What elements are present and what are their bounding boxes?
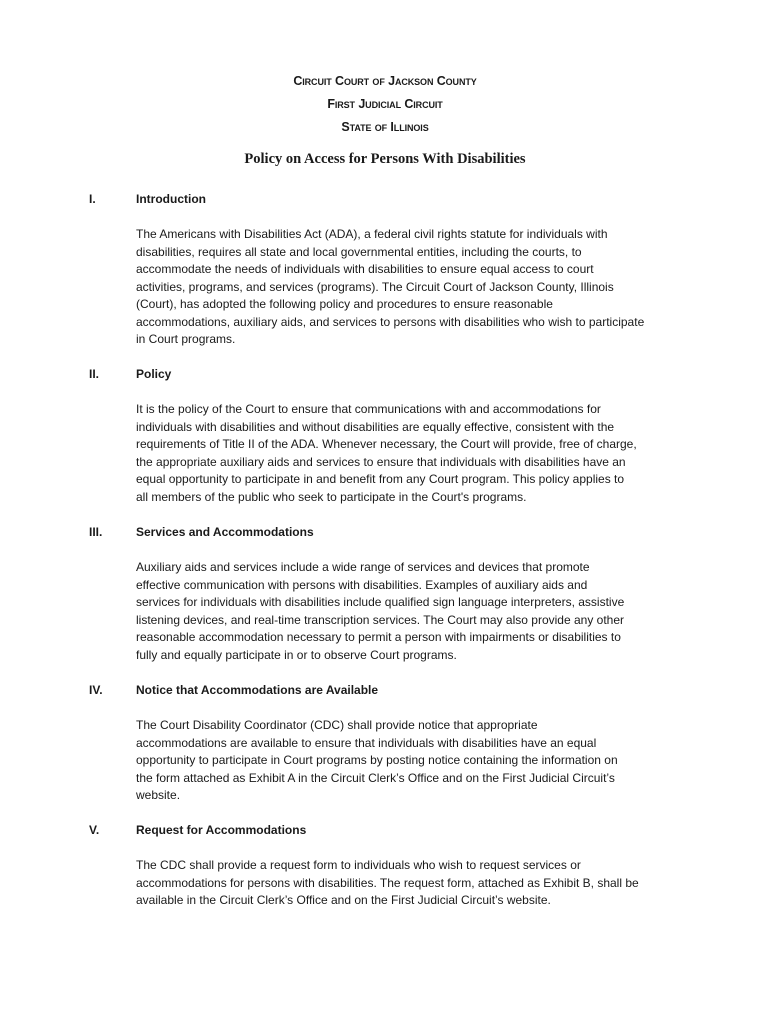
section-number: I.	[89, 192, 96, 206]
body-line: accommodations are available to ensure that individuals with disabilities have an equal	[136, 735, 597, 750]
body-line: fully and equally participate in or to observe Court programs.	[136, 647, 457, 662]
section-body	[136, 717, 686, 805]
body-line: The Americans with Disabilities Act (ADA), a federal civil rights statute for individuals with	[136, 227, 608, 241]
body-line: accommodations for persons with disabilities. The request form, attached as Exhibit B, shall be	[136, 875, 639, 890]
body-line: the form attached as Exhibit A in the Circuit Clerk’s Office and on the First Judicial Circuit’s	[136, 770, 615, 785]
body-line: the appropriate auxiliary aids and services to ensure that individuals with disabilities have an	[136, 454, 626, 469]
body-line: requirements of Title II of the ADA. Whenever necessary, the Court will provide, free of charge,	[136, 437, 637, 451]
section-heading: Request for Accommodations	[136, 823, 307, 837]
body-line: effective communication with persons with disabilities. Examples of auxiliary aids and	[136, 577, 588, 592]
body-line: in Court programs.	[136, 332, 236, 346]
section-body	[136, 857, 686, 910]
section-number: V.	[89, 823, 100, 837]
section-heading: Policy	[136, 367, 172, 381]
section-body	[136, 559, 686, 664]
judicial-circuit: First Judicial Circuit	[327, 97, 443, 111]
body-line: accommodate the needs of individuals with disabilities to ensure equal access to court	[136, 262, 594, 276]
court-name: Circuit Court of Jackson County	[293, 74, 477, 88]
body-line: Auxiliary aids and services include a wide range of services and devices that promote	[136, 560, 590, 574]
body-line: all members of the public who seek to participate in the Court's programs.	[136, 489, 527, 504]
body-line: disabilities, requires all state and local governmental entities, including the courts, to	[136, 244, 582, 259]
body-line: The Court Disability Coordinator (CDC) shall provide notice that appropriate	[136, 718, 538, 732]
policy-title: Policy on Access for Persons With Disabilities	[244, 151, 526, 167]
state-name: State of Illinois	[341, 120, 429, 134]
body-line: equal opportunity to participate in and benefit from any Court program. This policy applies to	[136, 472, 625, 486]
body-line: available in the Circuit Clerk’s Office and on the First Judicial Circuit’s website.	[136, 893, 551, 907]
body-line: reasonable accommodation necessary to permit a person with impairments or disabilities to	[136, 630, 621, 644]
body-line: opportunity to participate in Court programs by posting notice containing the information on	[136, 753, 618, 767]
section-number: II.	[89, 367, 100, 381]
section-body	[136, 401, 686, 506]
body-line: website.	[136, 788, 181, 802]
body-line: The CDC shall provide a request form to individuals who wish to request services or	[136, 858, 581, 872]
section-number: III.	[89, 525, 103, 539]
body-line: services for individuals with disabilities include qualified sign language interpreters, assistive	[136, 595, 625, 609]
body-line: listening devices, and real-time transcription services. The Court may also provide any other	[136, 612, 625, 627]
section-heading: Introduction	[136, 192, 206, 206]
document-header	[0, 70, 770, 139]
body-line: accommodations, auxiliary aids, and services to persons with disabilities who wish to participate	[136, 314, 645, 329]
body-line: individuals with disabilities and without disabilities are equally effective, consistent with the	[136, 419, 615, 434]
body-line: activities, programs, and services (programs). The Circuit Court of Jackson County, Illinois	[136, 279, 614, 294]
body-line: It is the policy of the Court to ensure that communications with and accommodations for	[136, 402, 601, 416]
section-heading: Notice that Accommodations are Available	[136, 683, 379, 697]
body-line: (Court), has adopted the following policy and procedures to ensure reasonable	[136, 297, 553, 311]
section-number: IV.	[89, 683, 103, 697]
section-body	[136, 226, 686, 349]
section-heading: Services and Accommodations	[136, 525, 314, 539]
